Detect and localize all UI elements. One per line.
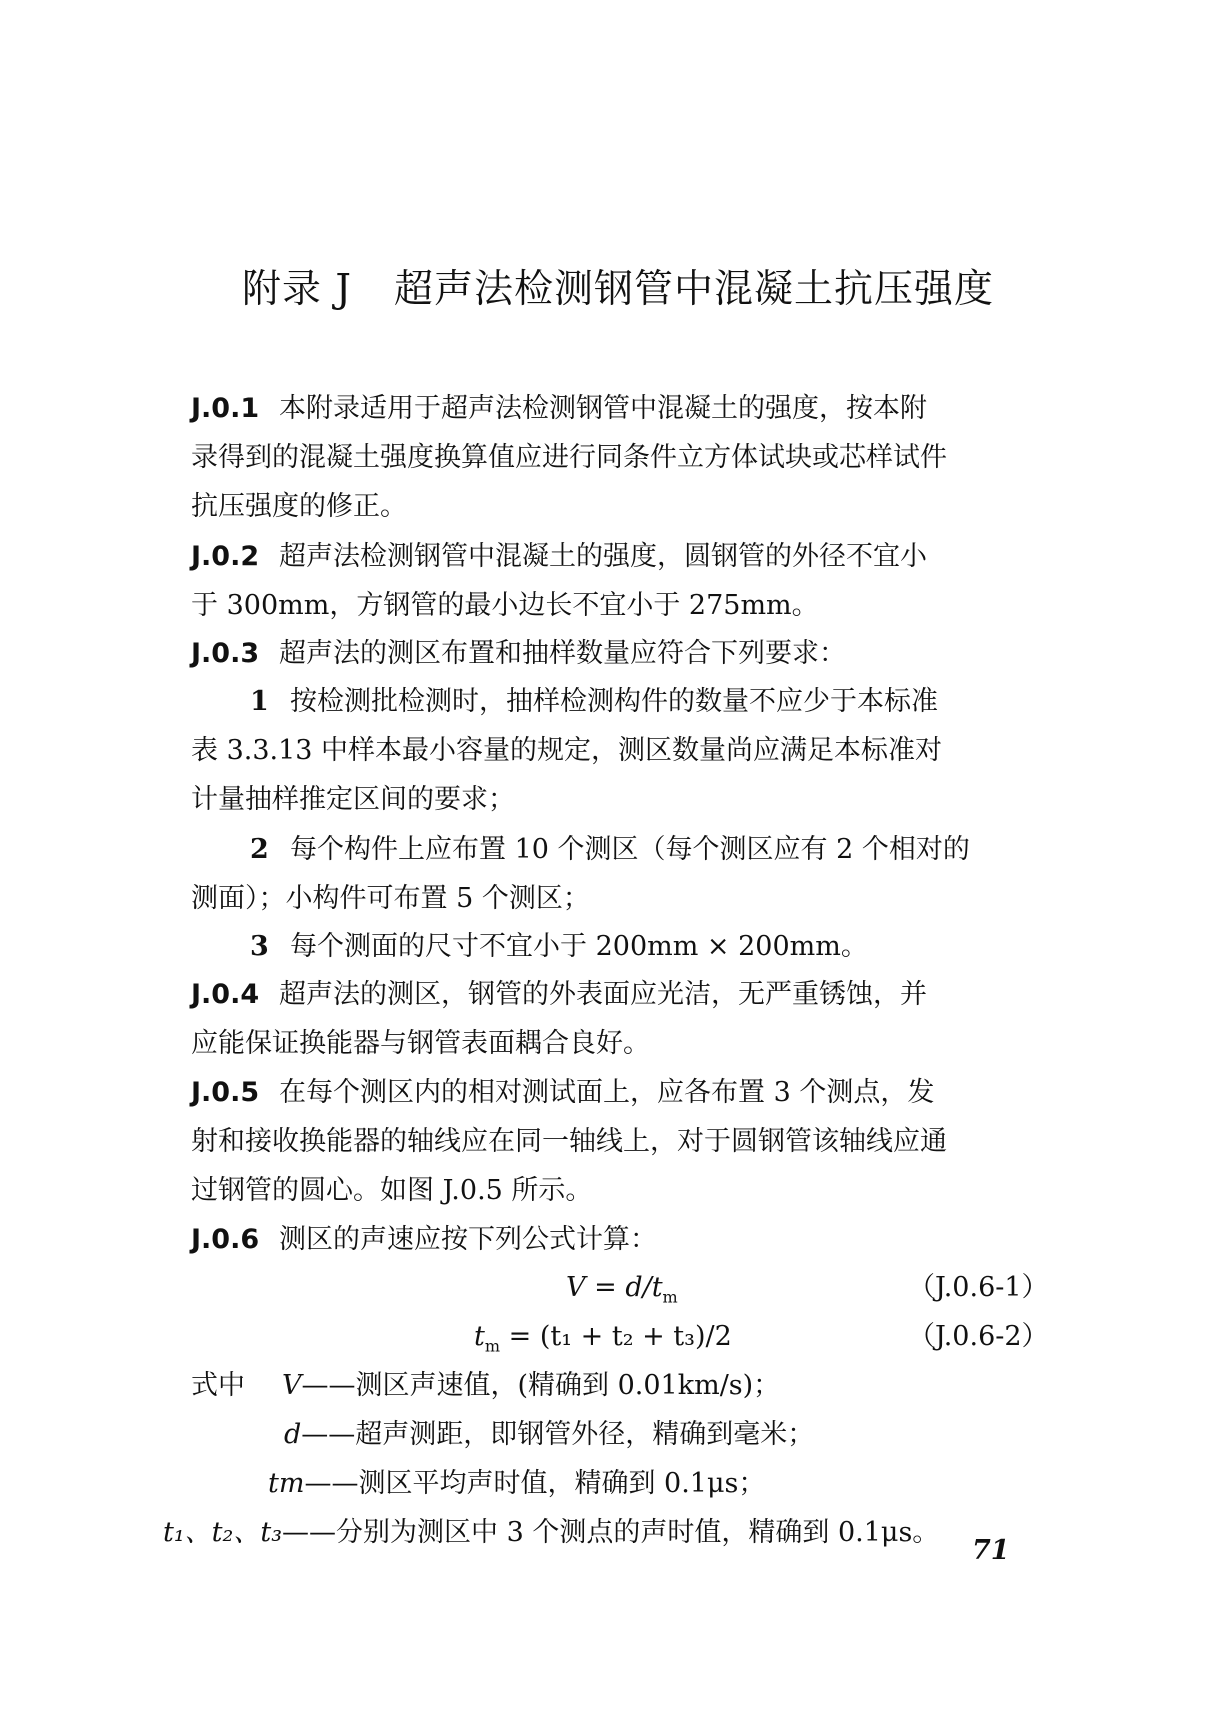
clause-number: J.0.1 bbox=[191, 393, 260, 424]
item-text: 每个测面的尺寸不宜小于 200mm × 200mm。 bbox=[290, 931, 868, 962]
symbol: tm bbox=[268, 1468, 305, 1499]
definition-text: ——超声测距，即钢管外径，精确到毫米； bbox=[301, 1419, 815, 1450]
clause-number: J.0.4 bbox=[191, 979, 260, 1010]
formula-lhs: V bbox=[566, 1272, 586, 1303]
clause-j04-line2: 应能保证换能器与钢管表面耦合良好。 bbox=[191, 1028, 650, 1059]
clause-text: 在每个测区内的相对测试面上，应各布置 3 个测点，发 bbox=[279, 1077, 935, 1108]
formula-lhs: t bbox=[474, 1321, 485, 1352]
appendix-title bbox=[242, 267, 995, 312]
item-2-line1 bbox=[250, 836, 970, 863]
symbol: t₁、t₂、t₃ bbox=[163, 1517, 283, 1548]
definition-tm bbox=[268, 1470, 765, 1497]
formula-rhs: d/t bbox=[625, 1272, 663, 1303]
item-number: 1 bbox=[250, 686, 269, 717]
equals-sign: = bbox=[508, 1321, 540, 1352]
clause-number: J.0.3 bbox=[191, 638, 260, 669]
clause-text: 超声法的测区，钢管的外表面应光洁，无严重锈蚀，并 bbox=[279, 979, 927, 1010]
clause-number: J.0.6 bbox=[191, 1224, 260, 1255]
item-1-line1 bbox=[250, 688, 938, 715]
clause-j02-line2: 于 300mm，方钢管的最小边长不宜小于 275mm。 bbox=[191, 590, 819, 621]
definition-t123 bbox=[163, 1519, 939, 1546]
clause-j02-line1 bbox=[191, 543, 927, 570]
equation-number-1: （J.0.6-1） bbox=[908, 1272, 1049, 1303]
equation-number-2: （J.0.6-2） bbox=[908, 1321, 1049, 1352]
item-3-line1 bbox=[250, 933, 868, 960]
definition-text: ——测区平均声时值，精确到 0.1μs； bbox=[304, 1468, 766, 1499]
appendix-heading: 超声法检测钢管中混凝土抗压强度 bbox=[394, 267, 995, 312]
definition-text: ——分别为测区中 3 个测点的声时值，精确到 0.1μs。 bbox=[282, 1517, 940, 1548]
clause-text: 超声法检测钢管中混凝土的强度，圆钢管的外径不宜小 bbox=[279, 541, 927, 572]
formula-lhs-subscript: m bbox=[484, 1336, 501, 1356]
symbol: V bbox=[282, 1370, 302, 1401]
definition-text: ——测区声速值，(精确到 0.01km/s)； bbox=[301, 1370, 781, 1401]
item-number: 2 bbox=[250, 834, 269, 865]
item-text: 按检测批检测时，抽样检测构件的数量不应少于本标准 bbox=[290, 686, 938, 717]
where-intro: 式中 bbox=[191, 1370, 245, 1401]
clause-text: 超声法的测区布置和抽样数量应符合下列要求： bbox=[279, 638, 846, 669]
clause-j01-line2: 录得到的混凝土强度换算值应进行同条件立方体试块或芯样试件 bbox=[191, 442, 947, 473]
clause-j01-line1 bbox=[191, 395, 927, 422]
clause-j04-line1 bbox=[191, 981, 927, 1008]
definition-d bbox=[284, 1421, 814, 1448]
symbol: d bbox=[284, 1419, 302, 1450]
formula-j06-2 bbox=[474, 1323, 732, 1354]
formula-rhs: (t₁ + t₂ + t₃)/2 bbox=[539, 1321, 732, 1352]
clause-text: 本附录适用于超声法检测钢管中混凝土的强度，按本附 bbox=[279, 393, 927, 424]
clause-number: J.0.2 bbox=[191, 541, 260, 572]
equals-sign: = bbox=[594, 1272, 626, 1303]
clause-j03-line1 bbox=[191, 640, 846, 667]
formula-rhs-subscript: m bbox=[662, 1287, 678, 1307]
appendix-label: 附录 J bbox=[242, 267, 353, 312]
item-1-line2: 表 3.3.13 中样本最小容量的规定，测区数量尚应满足本标准对 bbox=[191, 735, 943, 766]
clause-text: 测区的声速应按下列公式计算： bbox=[279, 1224, 657, 1255]
definition-v bbox=[282, 1372, 780, 1399]
item-2-line2: 测面）；小构件可布置 5 个测区； bbox=[191, 883, 590, 914]
clause-j05-line1 bbox=[191, 1079, 934, 1106]
clause-j05-line2: 射和接收换能器的轴线应在同一轴线上，对于圆钢管该轴线应通 bbox=[191, 1126, 947, 1157]
item-text: 每个构件上应布置 10 个测区（每个测区应有 2 个相对的 bbox=[290, 834, 970, 865]
item-1-line3: 计量抽样推定区间的要求； bbox=[191, 784, 515, 815]
clause-j05-line3: 过钢管的圆心。如图 J.0.5 所示。 bbox=[191, 1175, 593, 1206]
clause-j01-line3: 抗压强度的修正。 bbox=[191, 491, 407, 522]
item-number: 3 bbox=[250, 931, 269, 962]
formula-j06-1 bbox=[566, 1274, 678, 1305]
page-number: 71 bbox=[972, 1535, 1010, 1566]
clause-number: J.0.5 bbox=[191, 1077, 260, 1108]
clause-j06-line1 bbox=[191, 1226, 657, 1253]
